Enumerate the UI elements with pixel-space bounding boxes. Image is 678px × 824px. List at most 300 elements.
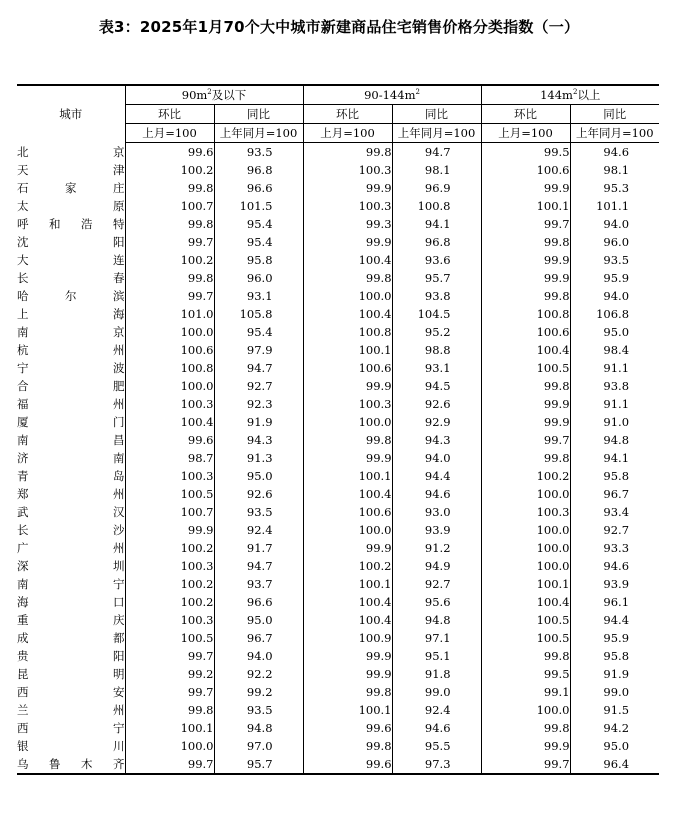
index-value: 95.4 bbox=[214, 233, 303, 251]
index-value: 95.0 bbox=[570, 737, 659, 755]
index-value: 101.0 bbox=[125, 305, 214, 323]
index-value: 91.2 bbox=[392, 539, 481, 557]
table-row bbox=[17, 449, 659, 467]
table-row bbox=[17, 359, 659, 377]
index-value: 94.3 bbox=[214, 431, 303, 449]
city-name: 长春 bbox=[17, 271, 125, 285]
index-value: 100.2 bbox=[125, 593, 214, 611]
city-name: 厦门 bbox=[17, 415, 125, 429]
index-value: 99.9 bbox=[303, 647, 392, 665]
index-value: 99.9 bbox=[481, 737, 570, 755]
city-name: 福州 bbox=[17, 397, 125, 411]
index-value: 95.8 bbox=[214, 251, 303, 269]
index-value: 93.1 bbox=[214, 287, 303, 305]
index-value: 100.4 bbox=[303, 251, 392, 269]
index-value: 94.0 bbox=[214, 647, 303, 665]
index-value: 99.7 bbox=[481, 755, 570, 774]
city-name: 西安 bbox=[17, 685, 125, 699]
index-value: 99.7 bbox=[125, 647, 214, 665]
index-value: 100.8 bbox=[392, 197, 481, 215]
index-value: 99.5 bbox=[481, 665, 570, 683]
index-value: 99.8 bbox=[481, 647, 570, 665]
index-value: 93.4 bbox=[570, 503, 659, 521]
subheader-yoy: 同比 bbox=[570, 105, 659, 124]
index-value: 91.1 bbox=[570, 395, 659, 413]
table-row bbox=[17, 161, 659, 179]
index-value: 91.9 bbox=[214, 413, 303, 431]
index-value: 97.9 bbox=[214, 341, 303, 359]
subheader-mom: 环比 bbox=[303, 105, 392, 124]
index-value: 100.7 bbox=[125, 503, 214, 521]
header-row-groups bbox=[17, 85, 659, 105]
city-name: 兰州 bbox=[17, 703, 125, 717]
city-name: 武汉 bbox=[17, 505, 125, 519]
index-value: 100.1 bbox=[303, 341, 392, 359]
base-prev-year: 上年同月=100 bbox=[570, 124, 659, 143]
index-value: 99.8 bbox=[303, 737, 392, 755]
index-value: 100.6 bbox=[481, 161, 570, 179]
index-value: 94.3 bbox=[392, 431, 481, 449]
city-name: 济南 bbox=[17, 451, 125, 465]
index-value: 95.8 bbox=[570, 467, 659, 485]
index-value: 100.3 bbox=[125, 611, 214, 629]
table-row bbox=[17, 143, 659, 162]
city-name: 南京 bbox=[17, 325, 125, 339]
index-value: 95.4 bbox=[214, 323, 303, 341]
index-value: 100.4 bbox=[481, 341, 570, 359]
index-value: 99.8 bbox=[125, 269, 214, 287]
index-value: 99.8 bbox=[481, 233, 570, 251]
city-name: 上海 bbox=[17, 307, 125, 321]
index-value: 100.6 bbox=[481, 323, 570, 341]
index-value: 93.7 bbox=[214, 575, 303, 593]
index-value: 100.1 bbox=[303, 701, 392, 719]
city-name: 贵阳 bbox=[17, 649, 125, 663]
index-value: 95.9 bbox=[570, 629, 659, 647]
group-header-large: $144m^2$以上 bbox=[481, 85, 659, 105]
index-value: 101.5 bbox=[214, 197, 303, 215]
index-value: 99.9 bbox=[481, 251, 570, 269]
index-value: 100.8 bbox=[481, 305, 570, 323]
index-value: 93.0 bbox=[392, 503, 481, 521]
index-value: 100.3 bbox=[125, 395, 214, 413]
table-body bbox=[17, 143, 659, 775]
group-header-small: $90m^2$及以下 bbox=[125, 85, 303, 105]
index-value: 92.6 bbox=[392, 395, 481, 413]
index-value: 99.9 bbox=[481, 413, 570, 431]
index-value: 94.0 bbox=[570, 287, 659, 305]
table-row bbox=[17, 557, 659, 575]
index-value: 100.5 bbox=[125, 629, 214, 647]
table-row bbox=[17, 647, 659, 665]
index-value: 99.7 bbox=[125, 233, 214, 251]
index-value: 100.3 bbox=[481, 503, 570, 521]
index-value: 100.2 bbox=[481, 467, 570, 485]
index-value: 92.7 bbox=[214, 377, 303, 395]
index-value: 100.4 bbox=[303, 485, 392, 503]
index-value: 93.6 bbox=[392, 251, 481, 269]
index-value: 100.5 bbox=[481, 611, 570, 629]
index-value: 100.5 bbox=[481, 629, 570, 647]
index-value: 94.8 bbox=[392, 611, 481, 629]
index-value: 99.9 bbox=[481, 269, 570, 287]
index-value: 99.9 bbox=[303, 377, 392, 395]
index-value: 100.6 bbox=[125, 341, 214, 359]
table-row bbox=[17, 179, 659, 197]
index-value: 93.3 bbox=[570, 539, 659, 557]
base-prev-year: 上年同月=100 bbox=[214, 124, 303, 143]
index-value: 95.7 bbox=[214, 755, 303, 774]
city-name: 南宁 bbox=[17, 577, 125, 591]
index-value: 100.6 bbox=[303, 359, 392, 377]
index-value: 99.8 bbox=[125, 179, 214, 197]
city-name: 海口 bbox=[17, 595, 125, 609]
index-value: 100.8 bbox=[125, 359, 214, 377]
index-value: 95.6 bbox=[392, 593, 481, 611]
index-value: 100.1 bbox=[481, 575, 570, 593]
index-value: 99.9 bbox=[303, 449, 392, 467]
index-value: 100.0 bbox=[481, 701, 570, 719]
base-prev-month: 上月=100 bbox=[481, 124, 570, 143]
table-row bbox=[17, 269, 659, 287]
group-header-medium: $90-144m^2$ bbox=[303, 85, 481, 105]
subheader-yoy: 同比 bbox=[392, 105, 481, 124]
table-row bbox=[17, 593, 659, 611]
index-value: 100.7 bbox=[125, 197, 214, 215]
index-value: 99.8 bbox=[303, 683, 392, 701]
index-value: 96.7 bbox=[570, 485, 659, 503]
index-value: 94.5 bbox=[392, 377, 481, 395]
index-value: 94.1 bbox=[392, 215, 481, 233]
table-row bbox=[17, 287, 659, 305]
city-name: 哈尔滨 bbox=[17, 289, 125, 303]
city-name: 青岛 bbox=[17, 469, 125, 483]
index-value: 100.2 bbox=[125, 251, 214, 269]
index-value: 93.8 bbox=[392, 287, 481, 305]
base-prev-year: 上年同月=100 bbox=[392, 124, 481, 143]
index-value: 99.8 bbox=[303, 143, 392, 162]
index-value: 96.4 bbox=[570, 755, 659, 774]
index-value: 99.6 bbox=[303, 719, 392, 737]
index-value: 95.8 bbox=[570, 647, 659, 665]
index-value: 100.1 bbox=[303, 575, 392, 593]
table-row bbox=[17, 233, 659, 251]
index-value: 104.5 bbox=[392, 305, 481, 323]
table-row bbox=[17, 503, 659, 521]
index-value: 100.0 bbox=[481, 557, 570, 575]
index-value: 92.6 bbox=[214, 485, 303, 503]
index-value: 91.5 bbox=[570, 701, 659, 719]
index-value: 94.7 bbox=[214, 359, 303, 377]
index-value: 100.4 bbox=[125, 413, 214, 431]
city-name: 西宁 bbox=[17, 721, 125, 735]
index-value: 106.8 bbox=[570, 305, 659, 323]
index-value: 94.8 bbox=[214, 719, 303, 737]
index-value: 100.0 bbox=[125, 737, 214, 755]
index-value: 91.0 bbox=[570, 413, 659, 431]
index-value: 97.1 bbox=[392, 629, 481, 647]
index-value: 99.8 bbox=[125, 215, 214, 233]
city-name: 成都 bbox=[17, 631, 125, 645]
index-value: 96.6 bbox=[214, 593, 303, 611]
index-value: 94.4 bbox=[570, 611, 659, 629]
index-value: 94.0 bbox=[392, 449, 481, 467]
index-value: 91.9 bbox=[570, 665, 659, 683]
index-value: 99.8 bbox=[303, 431, 392, 449]
index-value: 94.6 bbox=[570, 143, 659, 162]
city-name: 昆明 bbox=[17, 667, 125, 681]
index-value: 99.9 bbox=[303, 665, 392, 683]
table-row bbox=[17, 683, 659, 701]
city-name: 杭州 bbox=[17, 343, 125, 357]
index-value: 94.7 bbox=[392, 143, 481, 162]
table-row bbox=[17, 521, 659, 539]
index-value: 94.2 bbox=[570, 719, 659, 737]
index-value: 99.3 bbox=[303, 215, 392, 233]
index-value: 92.4 bbox=[214, 521, 303, 539]
index-value: 91.3 bbox=[214, 449, 303, 467]
city-name: 石家庄 bbox=[17, 181, 125, 195]
index-value: 93.1 bbox=[392, 359, 481, 377]
price-index-table bbox=[17, 84, 659, 775]
index-value: 100.4 bbox=[303, 305, 392, 323]
index-value: 94.9 bbox=[392, 557, 481, 575]
city-name: 重庆 bbox=[17, 613, 125, 627]
index-value: 95.3 bbox=[570, 179, 659, 197]
city-name: 乌鲁木齐 bbox=[17, 755, 125, 774]
table-row bbox=[17, 197, 659, 215]
index-value: 96.0 bbox=[570, 233, 659, 251]
index-value: 100.3 bbox=[303, 197, 392, 215]
index-value: 100.0 bbox=[303, 413, 392, 431]
index-value: 91.1 bbox=[570, 359, 659, 377]
index-value: 100.0 bbox=[125, 377, 214, 395]
index-value: 95.0 bbox=[570, 323, 659, 341]
index-value: 94.0 bbox=[570, 215, 659, 233]
index-value: 100.2 bbox=[125, 539, 214, 557]
index-value: 92.3 bbox=[214, 395, 303, 413]
index-value: 99.9 bbox=[303, 539, 392, 557]
city-name: 北京 bbox=[17, 143, 125, 162]
index-value: 99.8 bbox=[481, 449, 570, 467]
index-value: 96.8 bbox=[392, 233, 481, 251]
index-value: 96.8 bbox=[214, 161, 303, 179]
index-value: 100.0 bbox=[125, 323, 214, 341]
index-value: 91.7 bbox=[214, 539, 303, 557]
index-value: 100.3 bbox=[125, 467, 214, 485]
index-value: 95.0 bbox=[214, 611, 303, 629]
index-value: 95.0 bbox=[214, 467, 303, 485]
index-value: 96.7 bbox=[214, 629, 303, 647]
subheader-mom: 环比 bbox=[125, 105, 214, 124]
index-value: 97.0 bbox=[214, 737, 303, 755]
index-value: 99.0 bbox=[570, 683, 659, 701]
index-value: 93.5 bbox=[214, 503, 303, 521]
city-name: 郑州 bbox=[17, 487, 125, 501]
index-value: 100.0 bbox=[481, 485, 570, 503]
index-value: 96.0 bbox=[214, 269, 303, 287]
index-value: 98.1 bbox=[570, 161, 659, 179]
index-value: 100.4 bbox=[303, 611, 392, 629]
index-value: 99.5 bbox=[481, 143, 570, 162]
subheader-mom: 环比 bbox=[481, 105, 570, 124]
city-name: 沈阳 bbox=[17, 235, 125, 249]
table-row bbox=[17, 737, 659, 755]
index-value: 92.2 bbox=[214, 665, 303, 683]
index-value: 100.2 bbox=[303, 557, 392, 575]
city-name: 太原 bbox=[17, 199, 125, 213]
index-value: 93.9 bbox=[392, 521, 481, 539]
index-value: 99.7 bbox=[125, 755, 214, 774]
city-name: 深圳 bbox=[17, 559, 125, 573]
city-column-header: 城市 bbox=[17, 85, 125, 143]
index-value: 98.1 bbox=[392, 161, 481, 179]
index-value: 95.5 bbox=[392, 737, 481, 755]
table-row bbox=[17, 719, 659, 737]
table-row bbox=[17, 323, 659, 341]
index-value: 97.3 bbox=[392, 755, 481, 774]
city-name: 大连 bbox=[17, 253, 125, 267]
table-row bbox=[17, 377, 659, 395]
table-title: 表3：2025年1月70个大中城市新建商品住宅销售价格分类指数（一） bbox=[98, 18, 580, 36]
index-value: 99.7 bbox=[481, 431, 570, 449]
city-name: 呼和浩特 bbox=[17, 217, 125, 231]
city-name: 广州 bbox=[17, 541, 125, 555]
index-value: 100.6 bbox=[303, 503, 392, 521]
index-value: 94.6 bbox=[392, 719, 481, 737]
table-row bbox=[17, 395, 659, 413]
table-row bbox=[17, 431, 659, 449]
index-value: 98.7 bbox=[125, 449, 214, 467]
index-value: 95.2 bbox=[392, 323, 481, 341]
index-value: 94.6 bbox=[570, 557, 659, 575]
index-value: 100.4 bbox=[303, 593, 392, 611]
index-value: 96.6 bbox=[214, 179, 303, 197]
index-value: 99.8 bbox=[481, 377, 570, 395]
index-value: 99.2 bbox=[125, 665, 214, 683]
index-value: 99.9 bbox=[481, 179, 570, 197]
index-value: 92.7 bbox=[392, 575, 481, 593]
index-value: 99.0 bbox=[392, 683, 481, 701]
index-value: 94.6 bbox=[392, 485, 481, 503]
index-value: 99.6 bbox=[125, 143, 214, 162]
index-value: 93.5 bbox=[214, 701, 303, 719]
index-value: 94.7 bbox=[214, 557, 303, 575]
index-value: 95.7 bbox=[392, 269, 481, 287]
index-value: 99.6 bbox=[303, 755, 392, 774]
index-value: 99.2 bbox=[214, 683, 303, 701]
index-value: 99.7 bbox=[125, 683, 214, 701]
table-row bbox=[17, 305, 659, 323]
table-row bbox=[17, 485, 659, 503]
index-value: 100.8 bbox=[303, 323, 392, 341]
table-row bbox=[17, 467, 659, 485]
index-value: 99.9 bbox=[303, 179, 392, 197]
index-value: 100.5 bbox=[125, 485, 214, 503]
index-value: 100.1 bbox=[303, 467, 392, 485]
index-value: 96.1 bbox=[570, 593, 659, 611]
table-row bbox=[17, 611, 659, 629]
index-value: 99.8 bbox=[481, 287, 570, 305]
index-value: 92.4 bbox=[392, 701, 481, 719]
city-name: 宁波 bbox=[17, 361, 125, 375]
index-value: 99.6 bbox=[125, 431, 214, 449]
index-value: 96.9 bbox=[392, 179, 481, 197]
index-value: 94.4 bbox=[392, 467, 481, 485]
table-row bbox=[17, 755, 659, 774]
table-row bbox=[17, 215, 659, 233]
table-row bbox=[17, 575, 659, 593]
index-value: 99.1 bbox=[481, 683, 570, 701]
index-value: 100.0 bbox=[303, 287, 392, 305]
index-value: 91.8 bbox=[392, 665, 481, 683]
index-value: 99.8 bbox=[481, 719, 570, 737]
index-value: 93.5 bbox=[570, 251, 659, 269]
index-value: 95.1 bbox=[392, 647, 481, 665]
index-value: 99.7 bbox=[481, 215, 570, 233]
index-value: 100.3 bbox=[125, 557, 214, 575]
table-row bbox=[17, 539, 659, 557]
index-value: 99.7 bbox=[125, 287, 214, 305]
index-value: 100.3 bbox=[303, 395, 392, 413]
index-value: 99.9 bbox=[303, 233, 392, 251]
index-value: 100.5 bbox=[481, 359, 570, 377]
index-value: 105.8 bbox=[214, 305, 303, 323]
index-value: 101.1 bbox=[570, 197, 659, 215]
index-value: 100.0 bbox=[481, 521, 570, 539]
base-prev-month: 上月=100 bbox=[303, 124, 392, 143]
index-value: 95.4 bbox=[214, 215, 303, 233]
index-value: 100.1 bbox=[125, 719, 214, 737]
table-row bbox=[17, 701, 659, 719]
table-row bbox=[17, 251, 659, 269]
city-name: 长沙 bbox=[17, 523, 125, 537]
index-value: 100.0 bbox=[481, 539, 570, 557]
index-value: 99.9 bbox=[125, 521, 214, 539]
index-value: 98.4 bbox=[570, 341, 659, 359]
index-value: 95.9 bbox=[570, 269, 659, 287]
index-value: 100.2 bbox=[125, 575, 214, 593]
index-value: 98.8 bbox=[392, 341, 481, 359]
table-row bbox=[17, 629, 659, 647]
index-value: 93.9 bbox=[570, 575, 659, 593]
base-prev-month: 上月=100 bbox=[125, 124, 214, 143]
city-name: 合肥 bbox=[17, 379, 125, 393]
index-value: 100.4 bbox=[481, 593, 570, 611]
index-value: 99.9 bbox=[481, 395, 570, 413]
table-row bbox=[17, 665, 659, 683]
index-value: 100.1 bbox=[481, 197, 570, 215]
index-value: 100.9 bbox=[303, 629, 392, 647]
index-value: 99.8 bbox=[303, 269, 392, 287]
city-name: 南昌 bbox=[17, 433, 125, 447]
index-value: 100.2 bbox=[125, 161, 214, 179]
index-value: 92.7 bbox=[570, 521, 659, 539]
index-value: 94.1 bbox=[570, 449, 659, 467]
index-value: 100.3 bbox=[303, 161, 392, 179]
table-row bbox=[17, 413, 659, 431]
index-value: 93.5 bbox=[214, 143, 303, 162]
table-row bbox=[17, 341, 659, 359]
index-value: 93.8 bbox=[570, 377, 659, 395]
index-value: 92.9 bbox=[392, 413, 481, 431]
city-name: 银川 bbox=[17, 739, 125, 753]
index-value: 94.8 bbox=[570, 431, 659, 449]
city-name: 天津 bbox=[17, 163, 125, 177]
subheader-yoy: 同比 bbox=[214, 105, 303, 124]
index-value: 100.0 bbox=[303, 521, 392, 539]
index-value: 99.8 bbox=[125, 701, 214, 719]
